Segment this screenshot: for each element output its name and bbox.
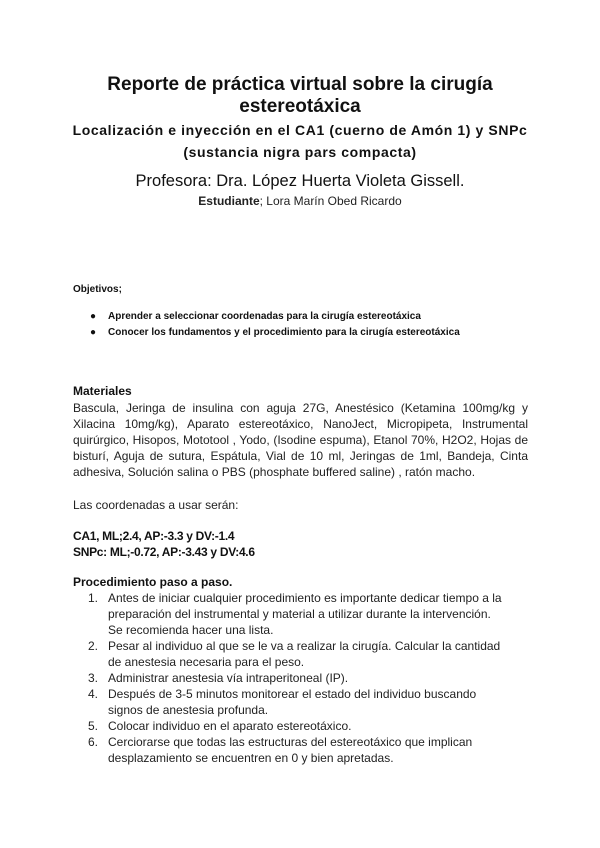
objective-item: [90, 325, 460, 341]
step-number: 1.: [88, 591, 99, 605]
materials-text: Bascula, Jeringa de insulina con aguja 27G, Anestésico (Ketamina 100mg/kg y Xilacina 10mg/kg), Aparato estereotáxico, NanoJect, Micropipeta, Instrumental quirúrgico, Hisopos, Mototool , Yodo, (Isodine espuma), Etanol 70%, H2O2, Hojas de bisturí, Aguja de sutura, Espátula, Vial de 10 ml, Jeringas de 1ml, Bandeja, Cinta adhesiva, Solución salina o PBS (phosphate buffered saline) , ratón macho.: [73, 401, 528, 479]
procedure-heading: Procedimiento paso a paso.: [73, 575, 233, 589]
objective-item: [90, 309, 460, 325]
professor-line: Profesora: Dra. López Huerta Violeta Gissell.: [135, 172, 465, 190]
step-number: 6.: [88, 735, 99, 749]
student-label: Estudiante: [198, 194, 260, 208]
bullet-icon: ●: [90, 327, 97, 338]
objective-text: Aprender a seleccionar coordenadas para la cirugía estereotáxica: [108, 311, 421, 322]
procedure-step: [88, 590, 508, 638]
procedure-steps: [88, 590, 508, 766]
document-title: Reporte de práctica virtual sobre la cirugía estereotáxica: [107, 74, 493, 117]
step-text: Administrar anestesia vía intraperitoneal (IP).: [108, 671, 349, 685]
procedure-step: [88, 686, 508, 718]
step-number: 3.: [88, 671, 99, 685]
objectives-heading: Objetivos;: [73, 284, 122, 295]
objective-text: Conocer los fundamentos y el procedimiento para la cirugía estereotáxica: [108, 327, 460, 338]
step-text: Antes de iniciar cualquier procedimiento es importante dedicar tiempo a la preparación del instrumental y material a utilizar durante la intervención. Se recomienda hacer una lista.: [108, 591, 502, 637]
procedure-step: [88, 638, 508, 670]
step-text: Cerciorarse que todas las estructuras del estereotáxico que implican desplazamiento se encuentren en 0 y bien apretadas.: [108, 735, 473, 765]
procedure-step: [88, 670, 508, 686]
procedure-step: [88, 718, 508, 734]
student-line: [0, 194, 600, 208]
coordinates-intro: Las coordenadas a usar serán:: [73, 498, 239, 512]
step-text: Pesar al individuo al que se le va a realizar la cirugía. Calcular la cantidad de anestesia necesaria para el peso.: [108, 639, 501, 669]
step-number: 5.: [88, 719, 99, 733]
step-number: 2.: [88, 639, 99, 653]
coordinates-ca1: CA1, ML;2.4, AP:-3.3 y DV:-1.4: [73, 529, 235, 543]
student-name: ; Lora Marín Obed Ricardo: [259, 194, 402, 208]
procedure-step: [88, 734, 508, 766]
objectives-list: [90, 309, 460, 341]
bullet-icon: ●: [90, 311, 97, 322]
coordinates-snpc: SNPc: ML;-0.72, AP:-3.43 y DV:4.6: [73, 545, 255, 559]
step-text: Colocar individuo en el aparato estereotáxico.: [108, 719, 352, 733]
document-subtitle: Localización e inyección en el CA1 (cuerno de Amón 1) y SNPc (sustancia nigra pars compacta): [72, 122, 528, 160]
step-number: 4.: [88, 687, 99, 701]
materials-heading: Materiales: [73, 384, 132, 398]
step-text: Después de 3-5 minutos monitorear el estado del individuo buscando signos de anestesia profunda.: [108, 687, 477, 717]
